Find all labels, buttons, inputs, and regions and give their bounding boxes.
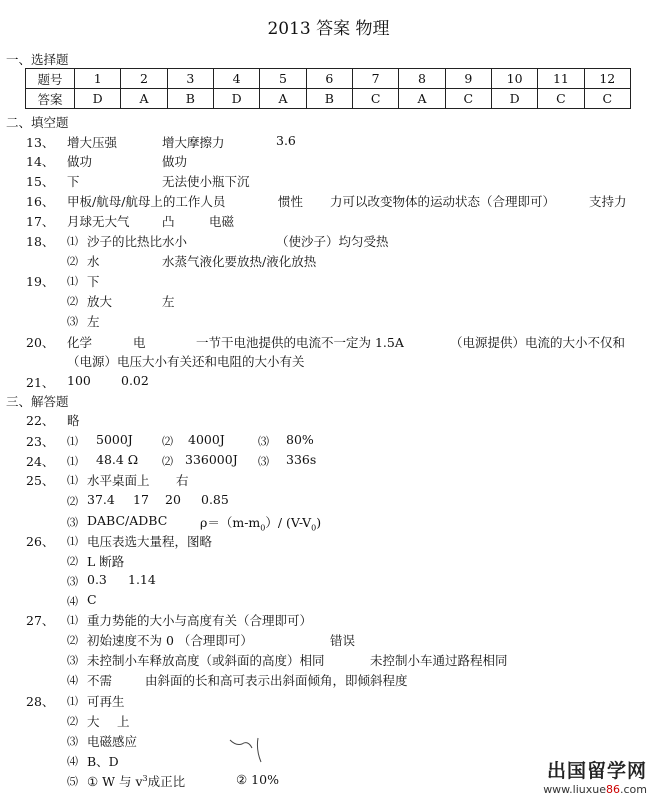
sub-marker: ⑷	[67, 674, 78, 687]
sub-marker: ⑴	[67, 695, 78, 708]
answer-text: ② 10%	[236, 772, 279, 787]
question-number: 24、	[26, 454, 55, 469]
table-cell: A	[260, 89, 306, 109]
answer-text: 0.85	[201, 492, 229, 507]
table-cell: B	[306, 89, 352, 109]
sub-marker: ⑵	[67, 555, 78, 568]
sub-marker: ⑶	[67, 575, 78, 588]
table-cell: 8	[399, 69, 445, 89]
answer-text: 甲板/航母/航母上的工作人员	[67, 194, 226, 209]
question-number: 23、	[26, 434, 55, 449]
answer-text: 未控制小车释放高度（或斜面的高度）相同	[87, 653, 325, 668]
answer-text: 电磁感应	[87, 734, 138, 749]
answer-text: 左	[87, 314, 100, 329]
watermark-name: 出国留学网	[546, 760, 647, 782]
answer-text: 下	[67, 174, 80, 189]
answer-text: 水	[87, 254, 100, 269]
table-cell: 11	[538, 69, 584, 89]
pen-scribble	[228, 734, 268, 766]
answer-text: 水蒸气液化要放热/液化放热	[162, 254, 317, 269]
answer-text: 沙子的比热比水小	[87, 234, 188, 249]
sub-marker: ⑸	[67, 775, 78, 788]
sub-marker: ⑴	[67, 535, 78, 548]
answer-text: 4000J	[188, 432, 225, 447]
question-16	[0, 192, 657, 210]
question-21	[0, 373, 657, 391]
answer-text: 100	[67, 373, 91, 388]
sub-marker: ⑴	[67, 455, 78, 468]
table-cell: D	[75, 89, 121, 109]
question-number: 14、	[26, 154, 55, 169]
answer-text: 水平桌面上	[87, 473, 150, 488]
table-row	[26, 69, 631, 89]
section-heading-fill: 二、填空题	[6, 115, 69, 130]
answer-text: 1.14	[128, 572, 156, 587]
answer-text: 力可以改变物体的运动状态（合理即可）	[330, 194, 556, 209]
sub-marker: ⑴	[67, 235, 78, 248]
table-cell: B	[167, 89, 213, 109]
question-14	[0, 152, 657, 170]
answer-text: C	[87, 592, 97, 607]
sub-marker: ⑵	[67, 495, 78, 508]
table-cell: A	[399, 89, 445, 109]
section-heading-choice: 一、选择题	[6, 52, 69, 67]
sub-marker: ⑶	[67, 654, 78, 667]
answer-text: 3.6	[276, 133, 296, 148]
section-heading-solve: 三、解答题	[6, 394, 69, 409]
question-17	[0, 212, 657, 230]
question-number: 15、	[26, 174, 55, 189]
answer-text: 重力势能的大小与高度有关（合理即可）	[87, 613, 313, 628]
table-cell: 10	[491, 69, 537, 89]
table-cell: C	[445, 89, 491, 109]
question-number: 20、	[26, 335, 55, 350]
question-27	[0, 611, 657, 691]
question-number: 17、	[26, 214, 55, 229]
sub-marker: ⑴	[67, 275, 78, 288]
sub-marker: ⑶	[67, 735, 78, 748]
question-13	[0, 133, 657, 151]
table-cell: 12	[584, 69, 630, 89]
answer-text: 0.3	[87, 572, 107, 587]
answer-text: 化学	[67, 335, 93, 350]
answer-text: 略	[67, 413, 80, 428]
answer-text: 错误	[330, 633, 356, 648]
sub-marker: ⑷	[67, 595, 78, 608]
question-23	[0, 432, 657, 450]
answer-text: 做功	[67, 154, 93, 169]
answer-text: 80%	[286, 432, 314, 447]
answer-text: 做功	[162, 154, 188, 169]
answer-text: 不需	[87, 673, 113, 688]
question-24	[0, 452, 657, 470]
sub-marker: ⑵	[67, 715, 78, 728]
answer-text: 支持力	[589, 194, 627, 209]
table-cell: D	[491, 89, 537, 109]
answer-text: DABC/ADBC	[87, 513, 168, 528]
sub-marker: ⑵	[67, 255, 78, 268]
sub-marker: ⑴	[67, 474, 78, 487]
table-cell: D	[213, 89, 259, 109]
page-title: 2013 答案 物理	[267, 19, 390, 39]
question-number: 16、	[26, 194, 55, 209]
density-formula: $\rho=(m-m_0)/$ $(V-V_0)$	[200, 515, 322, 533]
sub-marker: ⑴	[67, 435, 78, 448]
answer-text: 月球无大气	[67, 214, 130, 229]
question-number: 25、	[26, 473, 55, 488]
table-cell: C	[352, 89, 398, 109]
table-cell: C	[538, 89, 584, 109]
question-25	[0, 471, 657, 531]
sub-marker: ⑵	[162, 435, 173, 448]
answer-text: 17	[133, 492, 149, 507]
question-26	[0, 532, 657, 612]
table-cell: 9	[445, 69, 491, 89]
answer-text: 放大	[87, 294, 113, 309]
table-cell: C	[584, 89, 630, 109]
table-cell: 3	[167, 69, 213, 89]
answer-text: 一节干电池提供的电流不一定为 1.5A	[196, 335, 404, 350]
answer-text: 上	[117, 714, 130, 729]
answer-text: 0.02	[121, 373, 149, 388]
answer-text: （电源）电压大小有关还和电阻的大小有关	[67, 354, 305, 369]
question-number: 28、	[26, 694, 55, 709]
table-row	[26, 89, 631, 109]
answer-text: B、D	[87, 754, 119, 769]
table-cell: 2	[121, 69, 167, 89]
answer-text: 无法使小瓶下沉	[162, 174, 250, 189]
answer-text: 初始速度不为 0 （合理即可）	[87, 633, 253, 648]
question-22	[0, 411, 657, 429]
question-number: 13、	[26, 135, 55, 150]
question-20	[0, 333, 657, 373]
answer-text: （使沙子）均匀受热	[276, 234, 389, 249]
answer-text: 336s	[286, 452, 317, 467]
answer-text: 20	[165, 492, 181, 507]
answer-table	[25, 68, 631, 109]
table-cell: 1	[75, 69, 121, 89]
answer-text: 37.4	[87, 492, 115, 507]
table-cell: A	[121, 89, 167, 109]
answer-text: L 断路	[87, 554, 125, 569]
answer-text: 大	[87, 714, 100, 729]
question-number: 22、	[26, 413, 55, 428]
answer-text: 增大压强	[67, 135, 118, 150]
question-number: 27、	[26, 613, 55, 628]
answer-text: 可再生	[87, 694, 125, 709]
question-18	[0, 232, 657, 270]
question-19	[0, 272, 657, 332]
sub-marker: ⑶	[67, 516, 78, 529]
answer-text: 336000J	[185, 452, 238, 467]
sub-marker: ⑶	[258, 435, 269, 448]
question-number: 26、	[26, 534, 55, 549]
sub-marker: ⑷	[67, 755, 78, 768]
question-number: 18、	[26, 234, 55, 249]
watermark-url: www.liuxue86.com	[543, 783, 647, 796]
table-row-label: 题号	[26, 69, 75, 89]
answer-text: 右	[176, 473, 189, 488]
sub-marker: ⑴	[67, 614, 78, 627]
table-cell: 7	[352, 69, 398, 89]
answer-text: （电源提供）电流的大小不仅和	[450, 335, 626, 350]
question-number: 21、	[26, 375, 55, 390]
sub-marker: ⑶	[67, 315, 78, 328]
answer-text: 左	[162, 294, 175, 309]
answer-text: 下	[87, 274, 100, 289]
sub-marker: ⑶	[258, 455, 269, 468]
answer-text: 惯性	[278, 194, 304, 209]
sub-marker: ⑵	[162, 455, 173, 468]
question-number: 19、	[26, 274, 55, 289]
table-row-label: 答案	[26, 89, 75, 109]
answer-text: 电压表选大量程，图略	[87, 534, 213, 549]
answer-text: 由斜面的长和高可表示出斜面倾角，即倾斜程度	[145, 673, 408, 688]
answer-text: ① W 与 $v^3$成正比	[87, 773, 186, 789]
site-watermark	[543, 756, 647, 796]
sub-marker: ⑵	[67, 295, 78, 308]
answer-text: 凸	[162, 214, 175, 229]
table-cell: 5	[260, 69, 306, 89]
table-cell: 4	[213, 69, 259, 89]
answer-text: 48.4 Ω	[96, 452, 139, 467]
answer-text: 5000J	[96, 432, 133, 447]
sub-marker: ⑵	[67, 634, 78, 647]
answer-text: 电磁	[209, 214, 235, 229]
answer-text: 未控制小车通过路程相同	[370, 653, 508, 668]
table-cell: 6	[306, 69, 352, 89]
answer-text: 增大摩擦力	[162, 135, 225, 150]
question-15	[0, 172, 657, 190]
answer-text: 电	[133, 335, 146, 350]
